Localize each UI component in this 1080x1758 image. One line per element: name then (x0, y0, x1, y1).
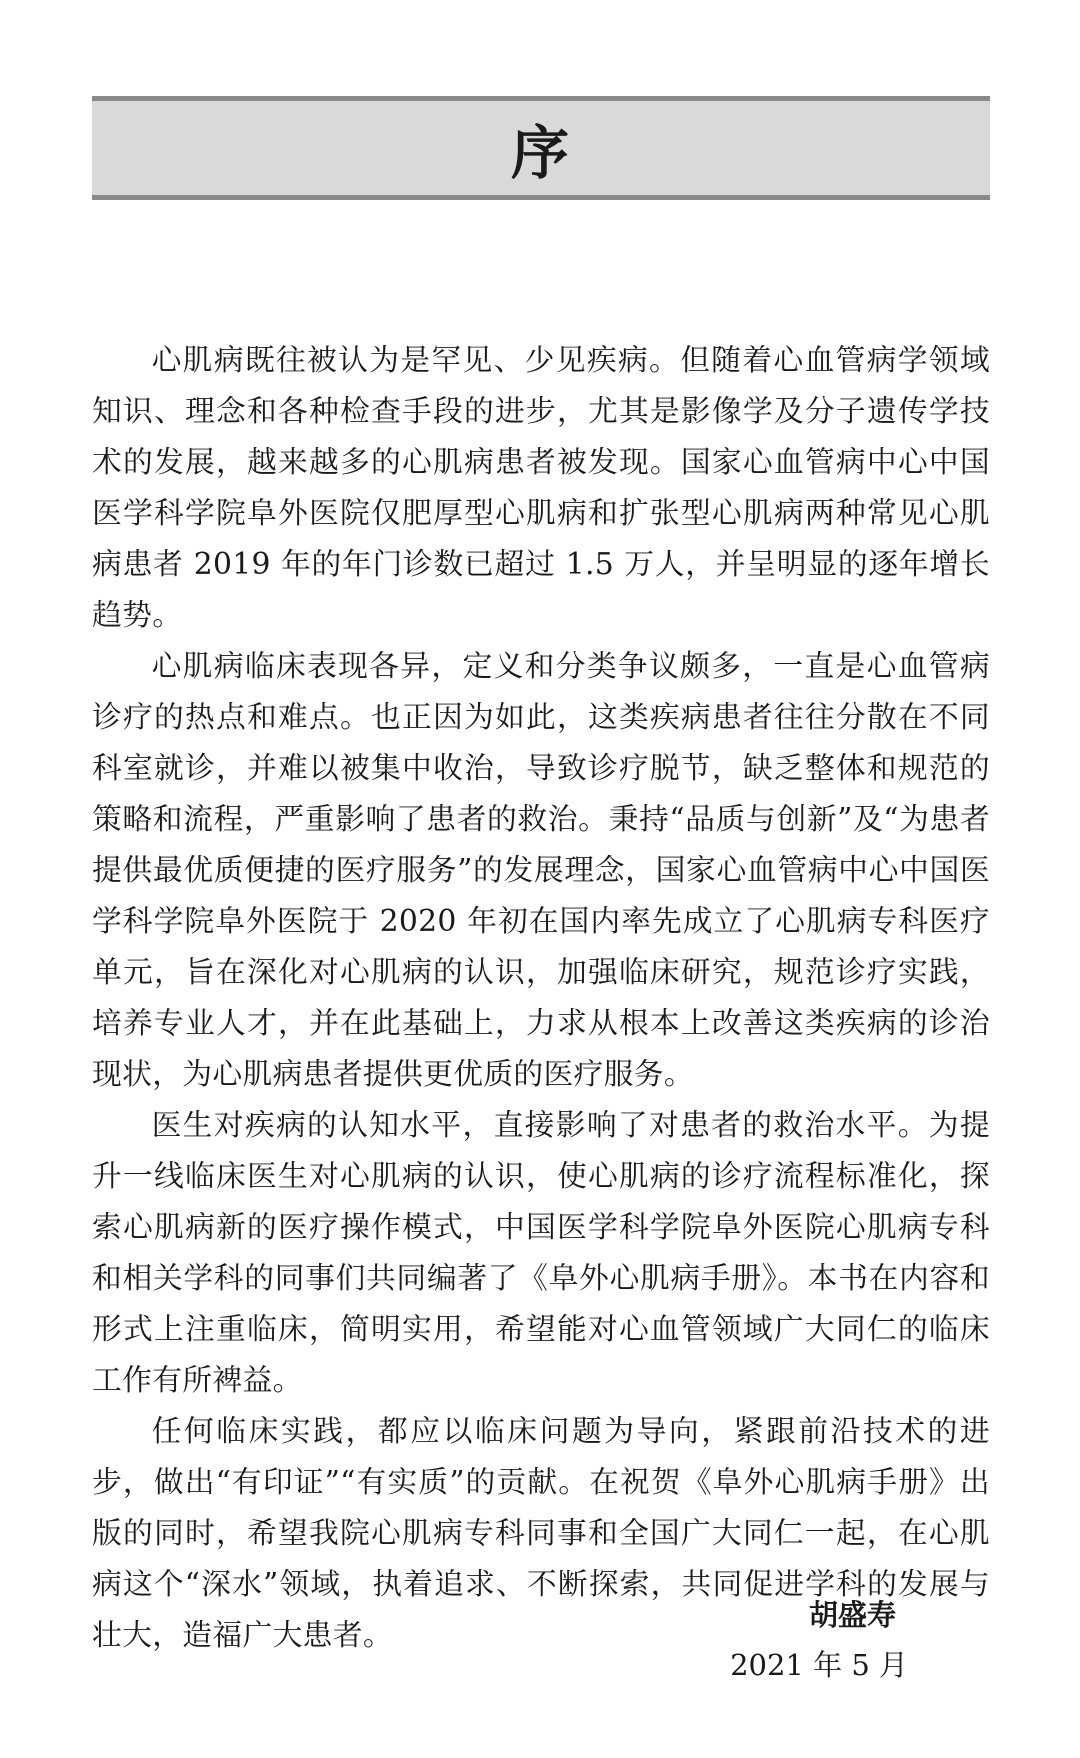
paragraph: 心肌病临床表现各异，定义和分类争议颇多，一直是心血管病诊疗的热点和难点。也正因为如此，这类疾病患者往往分散在不同科室就诊，并难以被集中收治，导致诊疗脱节，缺乏整体和规范的策略和流程，严重影响了患者的救治。秉持“品质与创新”及“为患者提供最优质便捷的医疗服务”的发展理念，国家心血管病中心中国医学科学院阜外医院于 2020 年初在国内率先成立了心肌病专科医疗单元，旨在深化对心肌病的认识，加强临床研究，规范诊疗实践，培养专业人才，并在此基础上，力求从根本上改善这类疾病的诊治现状，为心肌病患者提供更优质的医疗服务。 (92, 649, 990, 1092)
paragraph: 心肌病既往被认为是罕见、少见疾病。但随着心血管病学领域知识、理念和各种检查手段的进步，尤其是影像学及分子遗传学技术的发展，越来越多的心肌病患者被发现。国家心血管病中心中国医学科学院阜外医院仅肥厚型心肌病和扩张型心肌病两种常见心肌病患者 2019 年的年门诊数已超过 1.5 万人，并呈明显的逐年增长趋势。 (92, 343, 990, 633)
paragraph: 任何临床实践，都应以临床问题为导向，紧跟前沿技术的进步，做出“有印证”“有实质”的贡献。在祝贺《阜外心肌病手册》出版的同时，希望我院心肌病专科同事和全国广大同仁一起，在心肌病这个“深水”领域，执着追求、不断探索，共同促进学科的发展与壮大，造福广大患者。 (92, 1414, 990, 1653)
paragraph: 医生对疾病的认知水平，直接影响了对患者的救治水平。为提升一线临床医生对心肌病的认识，使心肌病的诊疗流程标准化，探索心肌病新的医疗操作模式，中国医学科学院阜外医院心肌病专科和相关学科的同事们共同编著了《阜外心肌病手册》。本书在内容和形式上注重临床，简明实用，希望能对心血管领域广大同仁的临床工作有所裨益。 (92, 1108, 990, 1398)
author-name: 胡盛寿 (808, 1598, 896, 1632)
page-title: 序 (510, 119, 571, 187)
title-banner (92, 96, 990, 200)
signature-block (730, 1590, 908, 1690)
preface-body (92, 335, 990, 1661)
signature-date: 2021 年 5 月 (730, 1648, 908, 1682)
